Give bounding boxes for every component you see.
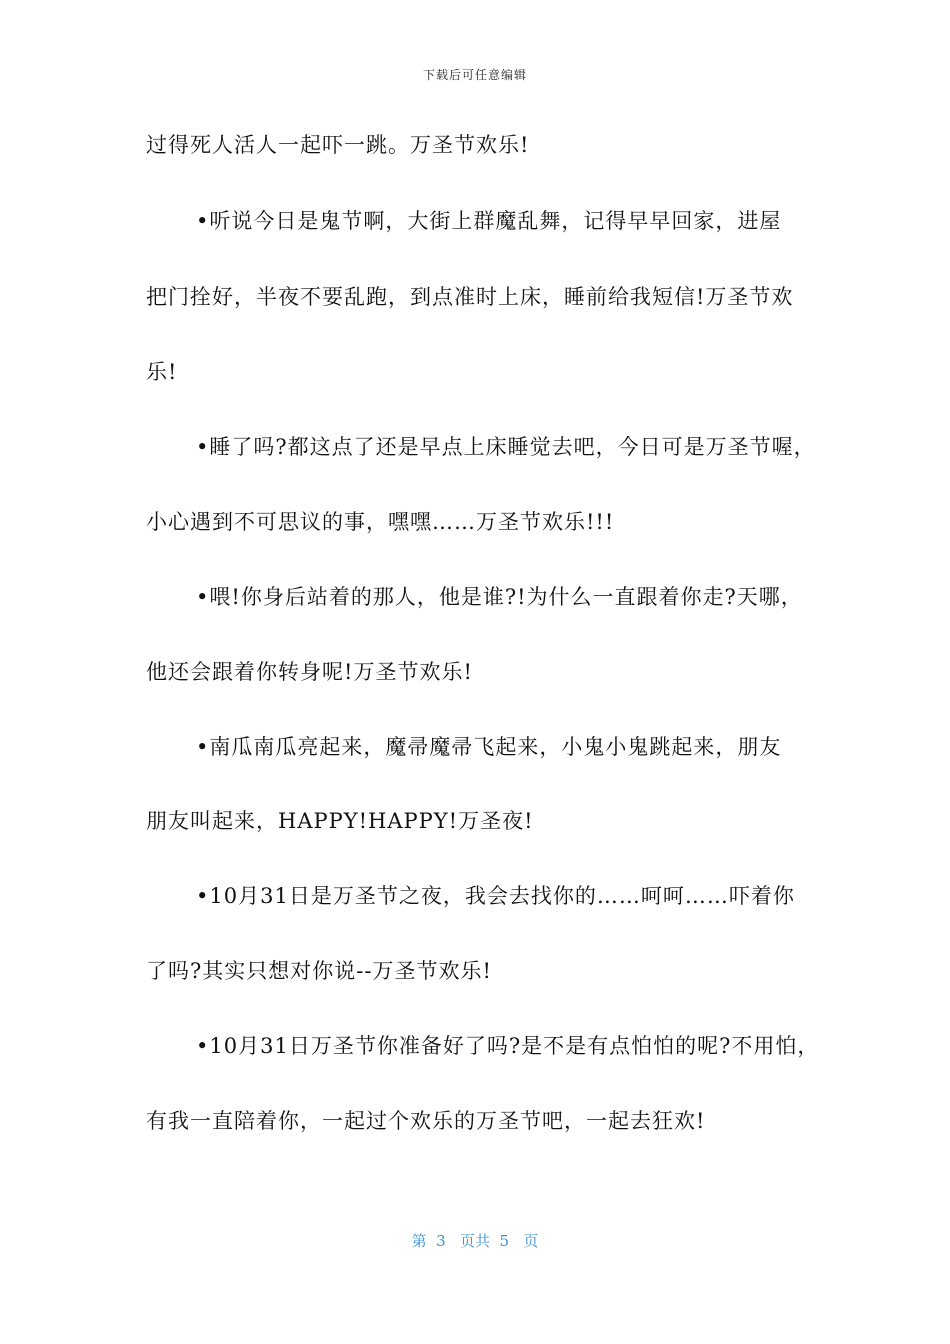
bullet-line: •喂!你身后站着的那人，他是谁?!为什么一直跟着你走?天哪， [196,585,803,609]
page-header: 下载后可任意编辑 [422,68,527,82]
bullet-line: •南瓜南瓜亮起来，魔帚魔帚飞起来，小鬼小鬼跳起来，朋友 [196,735,782,759]
bullet-line: •10月31日是万圣节之夜，我会去找你的……呵呵……吓着你 [196,884,795,908]
text-line: 朋友叫起来，HAPPY!HAPPY!万圣夜! [146,809,534,833]
text-line: 他还会跟着你转身呢!万圣节欢乐! [146,660,473,684]
text-line: 过得死人活人一起吓一跳。万圣节欢乐! [146,133,530,157]
text-line: 把门拴好，半夜不要乱跑，到点准时上床，睡前给我短信!万圣节欢 [146,285,794,309]
text-line: 乐! [146,360,178,384]
bullet-line: •睡了吗?都这点了还是早点上床睡觉去吧，今日可是万圣节喔， [196,435,816,459]
bullet-line: •10月31日万圣节你准备好了吗?是不是有点怕怕的呢?不用怕， [196,1034,820,1058]
text-line: 有我一直陪着你，一起过个欢乐的万圣节吧，一起去狂欢! [146,1109,706,1133]
text-line: 了吗?其实只想对你说--万圣节欢乐! [146,959,492,983]
page-number-footer: 第 3 页共 5 页 [411,1232,539,1250]
text-line: 小心遇到不可思议的事，嘿嘿……万圣节欢乐!!! [146,510,615,534]
bullet-line: •听说今日是鬼节啊，大街上群魔乱舞，记得早早回家，进屋 [196,209,782,233]
